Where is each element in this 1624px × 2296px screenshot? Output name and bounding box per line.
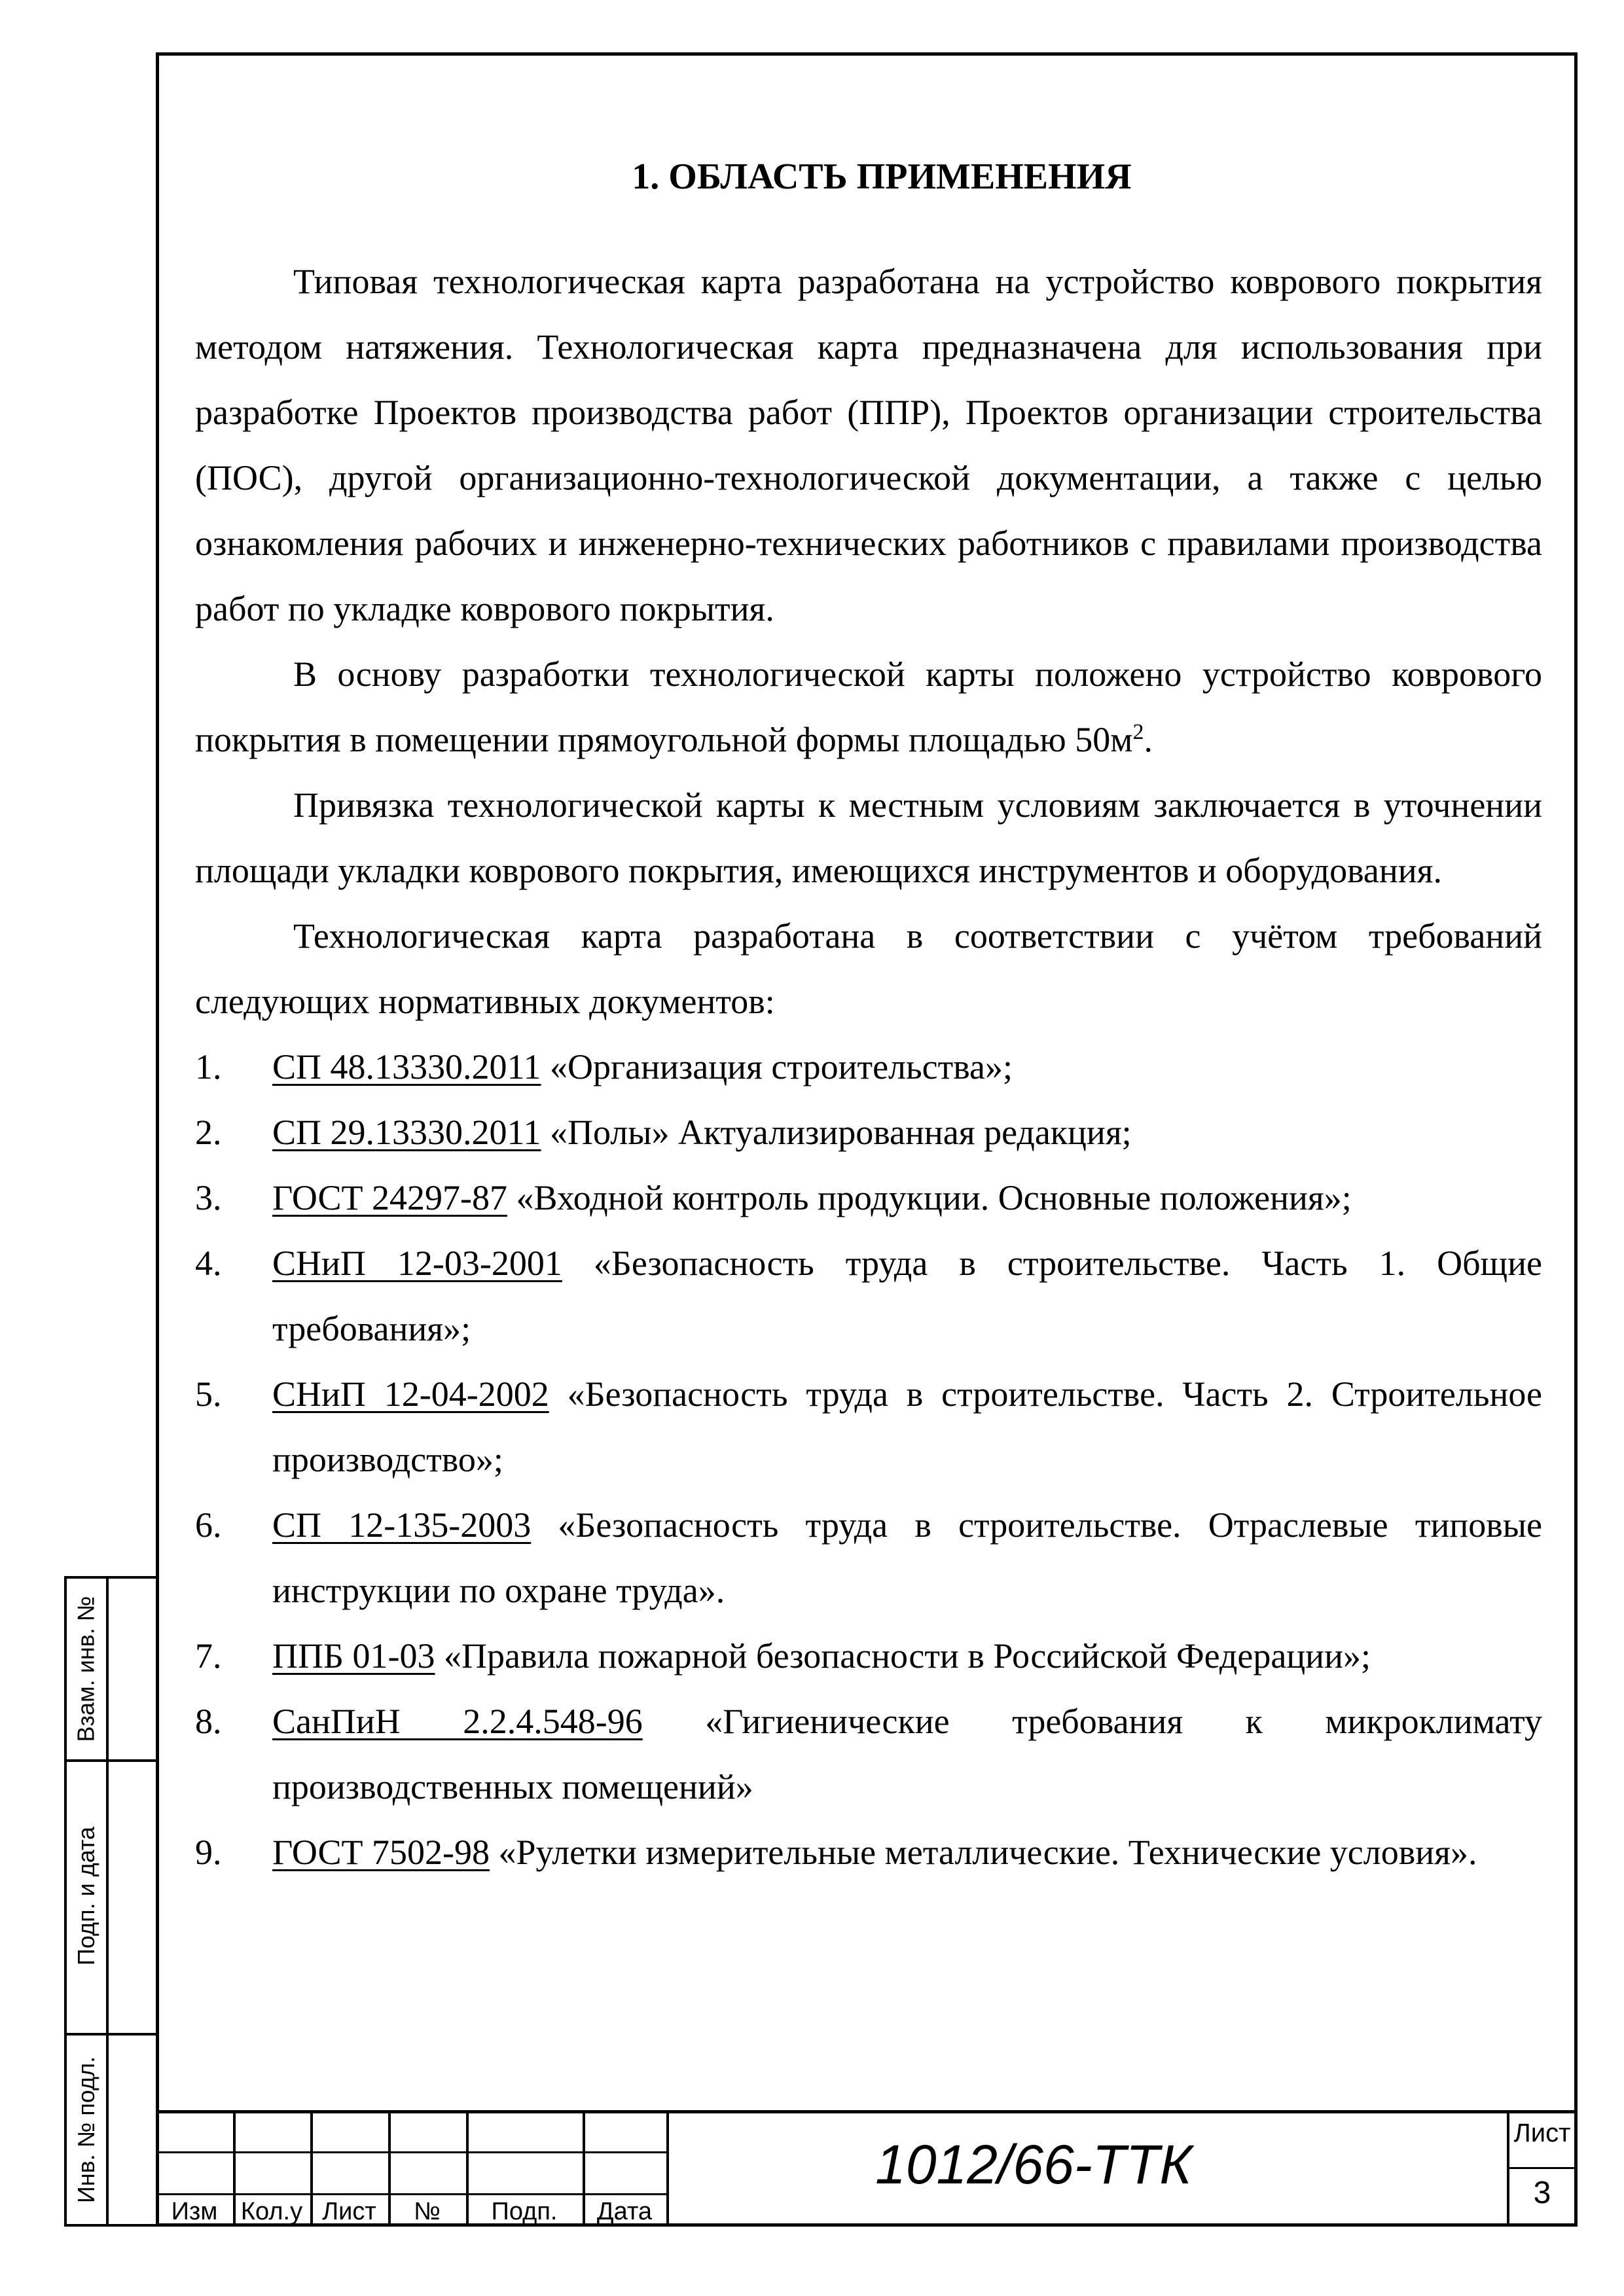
stamp-col-list: Лист [322,2197,376,2225]
side-stamp [64,1576,156,2227]
list-item-number: 2. [195,1113,222,1152]
list-item-number: 1. [195,1047,222,1086]
norm-reference: СанПиН 2.2.4.548-96 [272,1702,643,1741]
norm-title: «Безопасность труда в строительстве. Часть 1. Общие требования»; [272,1244,1542,1348]
side-stamp-inv-orig [67,2033,106,2227]
title-block-row-divider [1507,2167,1578,2169]
paragraph-norms-intro: Технологическая карта разработана в соответствии с учётом требований следующих нормативных документов: [195,916,1542,1021]
norm-title: «Входной контроль продукции. Основные положения»; [507,1178,1352,1217]
norm-title: «Безопасность труда в строительстве. Отраслевые типовые инструкции по охране труда». [272,1505,1542,1610]
list-item [195,1492,1542,1623]
sheet-number: 3 [1533,2176,1551,2210]
norm-title: «Полы» Актуализированная редакция; [541,1113,1132,1152]
list-item [195,1230,1542,1361]
norm-title: «Безопасность труда в строительстве. Часть 2. Строительное производство»; [272,1374,1542,1479]
stamp-col-data: Дата [596,2197,653,2225]
norm-title: «Гигиенические требования к микроклимату производственных помещений» [272,1702,1542,1806]
title-block [156,2110,1578,2227]
paragraph-basis-end: . [1144,720,1153,759]
norm-reference: СНиП 12-03-2001 [272,1244,562,1283]
list-item [195,1361,1542,1492]
side-stamp-inv-replace [67,1579,106,1759]
document-code: 1012/66-ТТК [875,2134,1192,2195]
list-item-number: 3. [195,1178,222,1217]
list-item-number: 6. [195,1505,222,1545]
area-unit-exponent: 2 [1132,720,1144,744]
list-item-number: 4. [195,1244,222,1283]
side-stamp-inv-orig-text: Инв. № подл. [73,2056,99,2204]
list-item-number: 8. [195,1702,222,1741]
stamp-col-izm: Изм [171,2197,218,2225]
norms-list [195,1034,1542,1885]
stamp-col-podp: Подп. [491,2197,558,2225]
paragraph-basis-text: В основу разработки технологической карты положено устройство коврового покрытия в помещении прямоугольной формы площадью 50м [195,655,1542,759]
page-content [195,144,1542,1885]
list-item [195,1820,1542,1885]
stamp-col-kol: Кол.у [240,2197,303,2225]
side-stamp-inv-replace-text: Взам. инв. № [73,1596,99,1742]
paragraph-basis [195,641,1542,772]
norm-title: «Правила пожарной безопасности в Российской Федерации»; [435,1636,1371,1676]
norm-reference: ГОСТ 24297-87 [272,1178,508,1217]
list-item [195,1623,1542,1689]
list-item-number: 7. [195,1636,222,1676]
sheet-label: Лист [1513,2119,1571,2147]
side-stamp-divider [106,1579,109,2224]
stamp-col-num: № [414,2197,441,2225]
norm-reference: СП 29.13330.2011 [272,1113,541,1152]
list-item [195,1689,1542,1820]
norm-title: «Организация строительства»; [541,1047,1013,1086]
norm-reference: ППБ 01-03 [272,1636,435,1676]
paragraph-scope: Типовая технологическая карта разработана на устройство коврового покрытия методом натяжения. Технологическая карта предназначена для использования при разработке Проектов производства работ (ППР), Проектов организации строительства (ПОС), другой организационно-технологической документации, а также с целью ознакомления рабочих и инженерно-технических работников с правилами производства работ по укладке коврового покрытия. [195,262,1542,628]
norm-reference: СНиП 12-04-2002 [272,1374,549,1414]
section-title: 1. ОБЛАСТЬ ПРИМЕНЕНИЯ [632,156,1132,197]
norm-reference: ГОСТ 7502-98 [272,1833,490,1872]
list-item-number: 9. [195,1833,222,1872]
list-item [195,1034,1542,1100]
list-item [195,1100,1542,1165]
list-item [195,1165,1542,1230]
norm-title: «Рулетки измерительные металлические. Технические условия». [490,1833,1477,1872]
paragraph-binding: Привязка технологической карты к местным условиям заключается в уточнении площади укладки коврового покрытия, имеющихся инструментов и оборудования. [195,785,1542,890]
list-item-number: 5. [195,1374,222,1414]
title-block-row-divider [156,2151,666,2153]
norm-reference: СП 12-135-2003 [272,1505,532,1545]
side-stamp-sign-date [67,1759,106,2033]
norm-reference: СП 48.13330.2011 [272,1047,541,1086]
side-stamp-sign-date-text: Подп. и дата [73,1826,99,1966]
